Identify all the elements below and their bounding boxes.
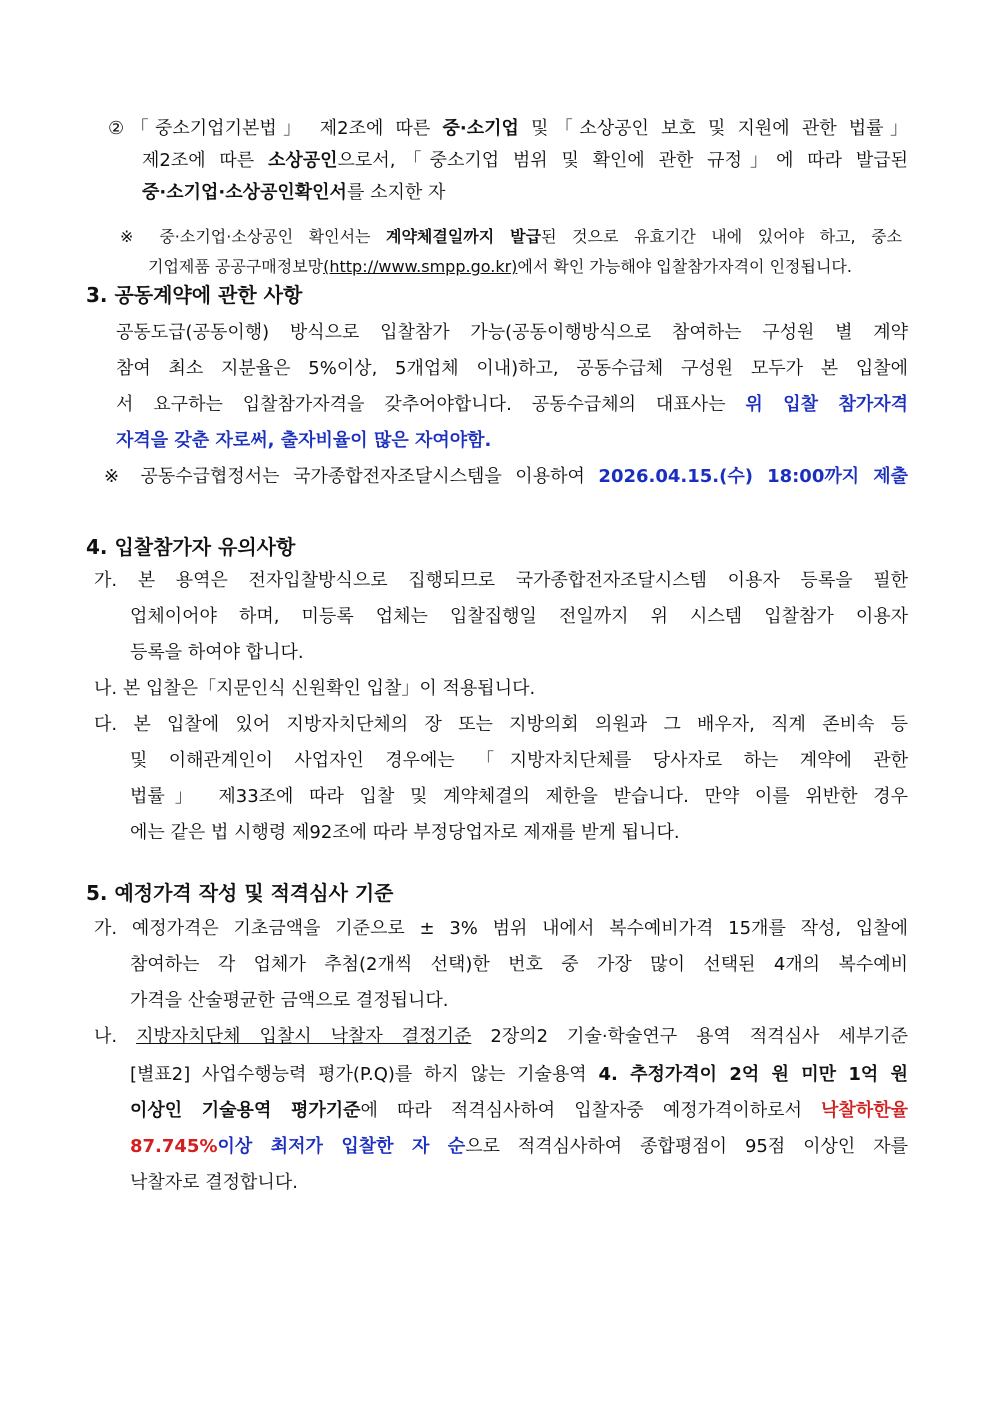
emphasis-text: 중·소기업 xyxy=(442,118,519,139)
sec5-na-line5: 낙찰자로 결정합니다. xyxy=(130,1172,298,1193)
section3-title: 3. 공동계약에 관한 사항 xyxy=(86,283,303,307)
sec3-line4: 자격을 갖춘 자로써, 출자비율이 많은 자여야함. xyxy=(116,430,492,451)
highlight-text: 이상 최저가 입찰한 자 순 xyxy=(217,1136,466,1157)
underlined-text: 지방자치단체 입찰시 낙찰자 결정기준 xyxy=(136,1026,472,1047)
text: 으로서,「중소기업 범위 및 확인에 관한 규정」에 따라 발급된 xyxy=(337,150,908,171)
emphasis-text: 4. 추정가격이 2억 원 미만 1억 원 xyxy=(598,1064,908,1085)
sec4-da-line3: 법률」 제33조에 따라 입찰 및 계약체결의 제한을 받습니다. 만약 이를 위반한 경우 xyxy=(130,786,908,807)
text: 2장의2 기술·학술연구 용역 적격심사 세부기준 xyxy=(471,1026,908,1047)
text: 를 소지한 자 xyxy=(346,182,446,203)
deadline-text: 2026.04.15.(수) 18:00까지 제출 xyxy=(598,466,908,487)
sec5-ga-line2: 참여하는 각 업체가 추첨(2개씩 선택)한 번호 중 가장 많이 선택된 4개의 복수예비 xyxy=(130,954,908,975)
sec5-ga-line1: 가. 예정가격은 기초금액을 기준으로 ± 3% 범위 내에서 복수예비가격 15개를 작성, 입찰에 xyxy=(94,918,908,939)
sec4-ga-line3: 등록을 하여야 합니다. xyxy=(130,642,304,663)
text: 나. xyxy=(94,1026,137,1047)
emphasis-text: 계약체결일까지 발급 xyxy=(386,227,542,246)
text: 에 따라 적격심사하여 입찰자중 예정가격이하로서 xyxy=(360,1100,822,1121)
highlight-text: 위 입찰 참가자격 xyxy=(745,394,908,415)
sec5-na-line4 xyxy=(130,1134,908,1162)
emphasis-text: 이상인 기술용역 평가기준 xyxy=(130,1100,361,1121)
item2-line1 xyxy=(108,116,908,144)
sec4-da-line4: 에는 같은 법 시행령 제92조에 따라 부정당업자로 제재를 받게 됩니다. xyxy=(130,822,680,843)
section5-title: 5. 예정가격 작성 및 적격심사 기준 xyxy=(86,881,394,905)
text: 된 것으로 유효기간 내에 있어야 하고, 중소 xyxy=(541,227,902,246)
sec5-ga-line3: 가격을 산술평균한 금액으로 결정됩니다. xyxy=(130,990,449,1011)
sec4-da-line1: 다. 본 입찰에 있어 지방자치단체의 장 또는 지방의회 의원과 그 배우자, 직계 존비속 등 xyxy=(94,714,908,735)
text: ※ 공동수급협정서는 국가종합전자조달시스템을 이용하여 xyxy=(104,466,599,487)
text: 으로 적격심사하여 종합평점이 95점 이상인 자를 xyxy=(465,1136,908,1157)
text: [별표2] 사업수행능력 평가(P.Q)를 하지 않는 기술용역 xyxy=(130,1064,599,1085)
emphasis-text: 소상공인 xyxy=(267,150,338,171)
rate-text: 87.745% xyxy=(130,1136,218,1157)
text: 및「소상공인 보호 및 지원에 관한 법률」 xyxy=(518,118,908,139)
text: ②「중소기업기본법」 제2조에 따른 xyxy=(108,118,443,139)
text: 에서 확인 가능해야 입찰참가자격이 인정됩니다. xyxy=(517,257,852,276)
sec4-na-line1: 나. 본 입찰은「지문인식 신원확인 입찰」이 적용됩니다. xyxy=(94,678,536,699)
text: 서 요구하는 입찰참가자격을 갖추어야합니다. 공동수급체의 대표사는 xyxy=(116,394,746,415)
sec4-ga-line1: 가. 본 용역은 전자입찰방식으로 집행되므로 국가종합전자조달시스템 이용자 등록을 필한 xyxy=(94,570,908,591)
sec3-note xyxy=(104,464,908,492)
item2-line3 xyxy=(142,180,445,206)
emphasis-text: 중·소기업·소상공인확인서 xyxy=(142,182,347,203)
text: 기업제품 공공구매정보망 xyxy=(148,257,324,276)
sec3-line3 xyxy=(116,392,908,420)
sec5-na-line2 xyxy=(130,1062,908,1090)
sec5-na-line1 xyxy=(94,1024,908,1052)
sec3-line2: 참여 최소 지분율은 5%이상, 5개업체 이내)하고, 공동수급체 구성원 모두가 본 입찰에 xyxy=(116,358,908,379)
text: ※ 중·소기업·소상공인 확인서는 xyxy=(120,227,386,246)
note1-line2 xyxy=(148,254,852,280)
section4-title: 4. 입찰참가자 유의사항 xyxy=(86,535,296,559)
sec5-na-line3 xyxy=(130,1098,908,1126)
note1-line1 xyxy=(120,224,902,252)
smpp-link[interactable]: (http://www.smpp.go.kr) xyxy=(323,257,518,276)
text: 제2조에 따른 xyxy=(142,150,268,171)
sec4-da-line2: 및 이해관계인이 사업자인 경우에는 「지방자치단체를 당사자로 하는 계약에 관한 xyxy=(130,750,908,771)
highlight-text: 낙찰하한율 xyxy=(821,1100,908,1121)
sec4-ga-line2: 업체이어야 하며, 미등록 업체는 입찰집행일 전일까지 위 시스템 입찰참가 이용자 xyxy=(130,606,908,627)
sec3-line1: 공동도급(공동이행) 방식으로 입찰참가 가능(공동이행방식으로 참여하는 구성원 별 계약 xyxy=(116,322,908,343)
item2-line2 xyxy=(142,148,908,176)
